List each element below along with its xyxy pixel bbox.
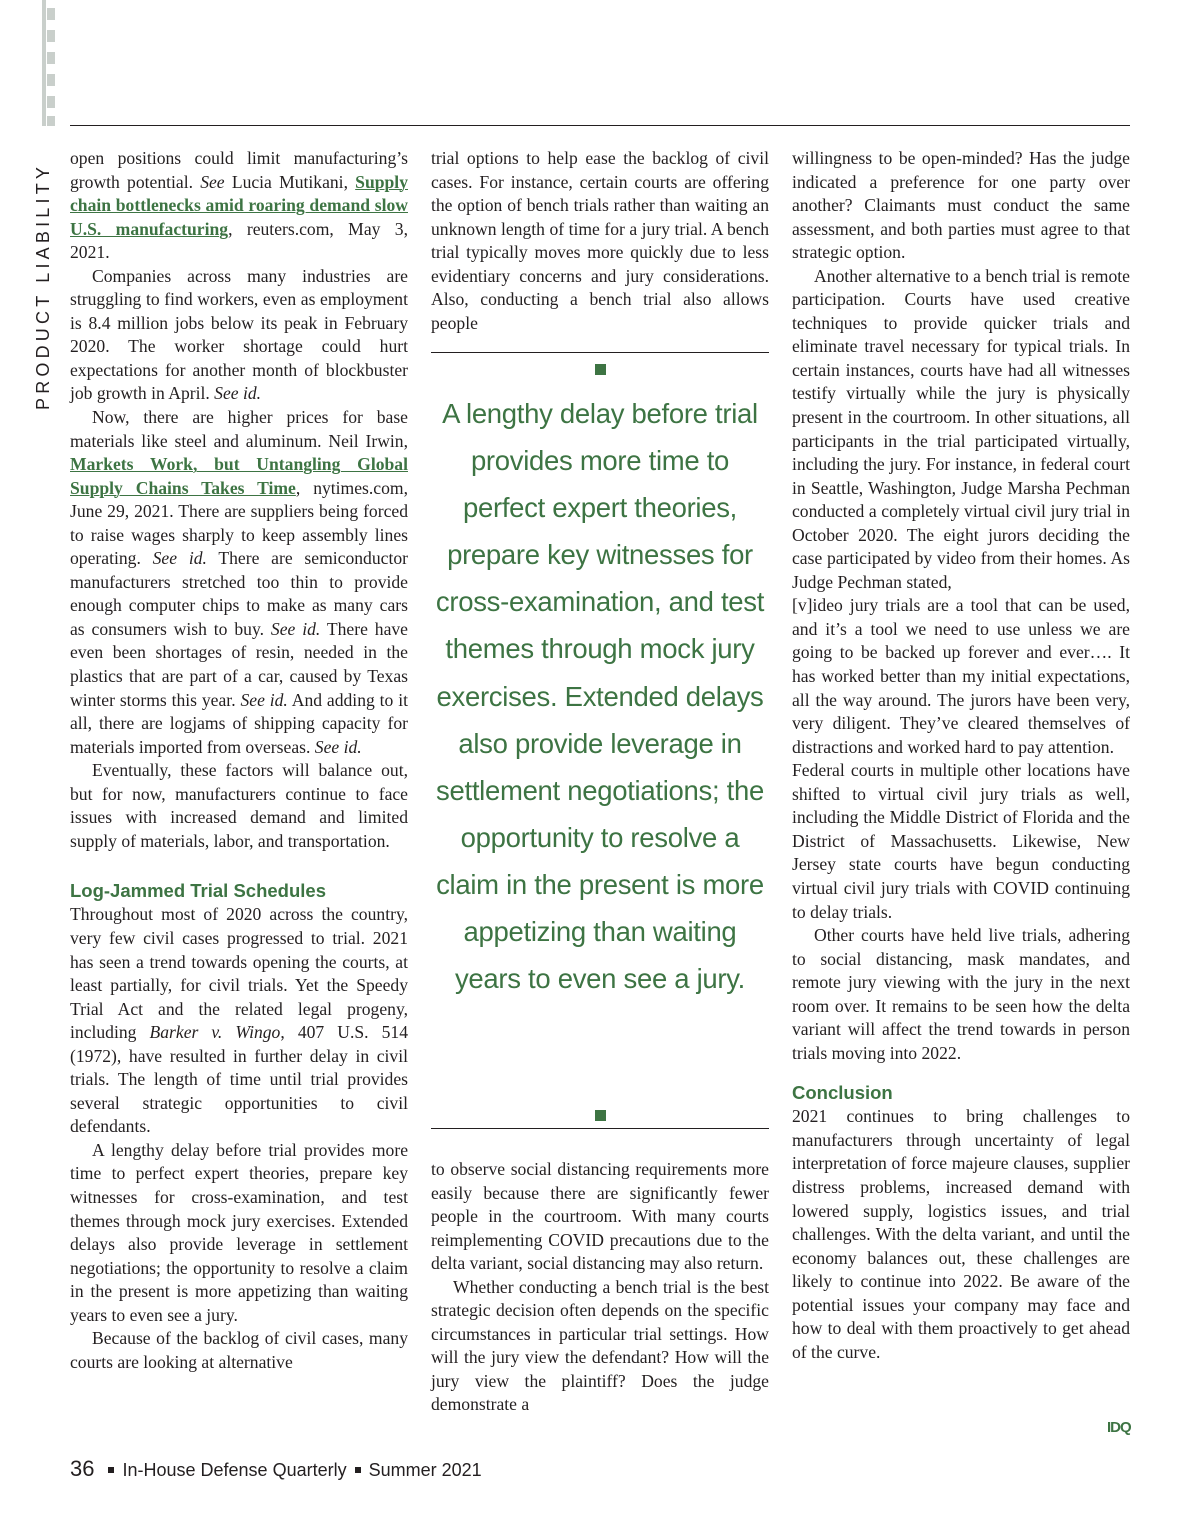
col3-paragraph-1: willingness to be open-minded? Has the judge indicated a preference for one party over another? Claimants must conduct the same assessment, and both parties must agree to that strategic option. — [792, 148, 1130, 263]
column-2-top — [431, 147, 769, 335]
column-1 — [70, 147, 408, 1374]
section-heading-trial-schedules: Log-Jammed Trial Schedules — [70, 880, 326, 902]
col1-paragraph-7: Because of the backlog of civil cases, many courts are looking at alternative — [70, 1328, 408, 1372]
end-mark-logo: IDQ — [1107, 1419, 1131, 1436]
top-rule — [70, 125, 1130, 126]
section-heading-conclusion: Conclusion — [792, 1082, 893, 1104]
page-footer — [70, 1454, 482, 1484]
pull-quote-bottom-rule — [431, 1128, 769, 1129]
pull-quote-top-rule — [431, 352, 769, 353]
col2-paragraph-3: Whether conducting a bench trial is the best strategic decision often depends on the specific circumstances in particular trial settings. How will the jury view the defendant? How will the jury view the plaintiff? Does the judge demonstrate a — [431, 1276, 769, 1415]
col3-paragraph-4: Other courts have held live trials, adhering to social distancing, mask mandates, and remote jury viewing with the jury in the next room over. It remains to be seen how the delta variant will affect the trend towards in person trials moving into 2022. — [792, 925, 1130, 1063]
column-2-bottom — [431, 1158, 769, 1417]
reuters-article-link[interactable]: Supply chain bottlenecks amid roaring demand slow U.S. manufacturing — [70, 171, 408, 239]
col1-paragraph-4: Eventually, these factors will balance out, but for now, manufacturers continue to face issues with increased demand and limited supply of materials, labor, and transportation. — [70, 760, 408, 851]
col1-paragraph-2: Companies across many industries are struggling to find workers, even as employment is 8.4 million jobs below its peak in February 2020. The worker shortage could hurt expectations for another month of blockbuster job growth in April. See id. — [70, 265, 408, 404]
pull-quote — [431, 352, 769, 1130]
col1-paragraph-1: open positions could limit manufacturing’s growth potential. See Lucia Mutikani, Supply chain bottlenecks amid roaring demand slow U.S. manufacturing, reuters.com, May 3, 2021. — [70, 148, 408, 263]
col3-paragraph-2: Another alternative to a bench trial is remote participation. Courts have used creative techniques to provide quicker trials and eliminate travel necessary for typical trials. In certain instances, courts have had all witnesses testify virtually while the jury is physically present in the courtroom. In other situations, all participants in the trial participated virtually, including the jury. For instance, in federal court in Seattle, Washington, Judge Marsha Pechman conducted a completely virtual civil jury trial in October 2020. The eight jurors deciding the case participated by video from their homes. As Judge Pechman stated, — [792, 265, 1130, 592]
publication-name: In-House Defense Quarterly — [122, 1460, 347, 1480]
pull-quote-square-icon — [595, 364, 606, 375]
nytimes-article-link[interactable]: Markets Work, but Untangling Global Supply Chains Takes Time — [70, 454, 408, 498]
bullet-separator — [108, 1467, 114, 1473]
block-quote: [v]ideo jury trials are a tool that can be used, and it’s a tool we need to use unless we are going to be backed up forever and ever…. It has worked better than my initial expectations, all the way around. The jurors have been very, very diligent. They’ve cleared themselves of distractions and worked hard to pay attention. — [792, 595, 1130, 757]
pull-quote-text: A lengthy delay before trial provides more time to perfect expert theories, prepare key witnesses for cross-examination, and test themes through mock jury exercises. Extended delays also provide leverage in settlement negotiations; the opportunity to resolve a claim in the present is more appetizing than waiting years to even see a jury. — [435, 398, 765, 995]
page-number: 36 — [70, 1456, 95, 1481]
col1-paragraph-5: Throughout most of 2020 across the country, very few civil cases progressed to trial. 2021 has seen a trend towards opening the courts, at least partially, for civil trials. Yet the Speedy Trial Act and the related legal progeny, including Barker v. Wingo, 407 U.S. 514 (1972), have resulted in further delay in civil trials. The length of time until trial provides several strategic opportunities to civil defendants. — [70, 904, 408, 1137]
col2-paragraph-2: to observe social distancing requirements more easily because there are significantly fewer people in the courtroom. With many courts reimplementing COVID precautions due to the delta variant, social distancing may also return. — [431, 1159, 769, 1274]
col1-paragraph-3: Now, there are higher prices for base materials like steel and aluminum. Neil Irwin, Markets Work, but Untangling Global Supply Chains Takes Time, nytimes.com, June 29, 2021. There are suppliers being forced to raise wages sharply to keep assembly lines operating. See id. There are semiconductor manufacturers stretched too thin to provide enough computer chips to make as many cars as consumers wish to buy. See id. There have even been shortages of resin, needed in the plastics that are part of a car, caused by Texas winter storms this year. See id. And adding to it all, there are logjams of shipping capacity for materials imported from overseas. See id. — [70, 407, 408, 757]
bullet-separator — [355, 1467, 361, 1473]
col3-paragraph-3: Federal courts in multiple other locations have shifted to virtual civil jury trials as well, including the Middle District of Florida and the District of Massachusetts. Likewise, New Jersey state courts have begun conducting virtual civil jury trials with COVID continuing to delay trials. — [792, 760, 1130, 922]
section-label: PRODUCT LIABILITY — [33, 162, 53, 410]
column-3 — [792, 147, 1130, 1364]
pull-quote-square-icon — [595, 1110, 606, 1121]
col1-paragraph-6: A lengthy delay before trial provides more time to perfect expert theories, prepare key witnesses for cross-examination, and test themes through mock jury exercises. Extended delays also provide leverage in settlement negotiations; the opportunity to resolve a claim in the present is more appetizing than waiting years to even see a jury. — [70, 1139, 408, 1325]
side-decoration-strip — [41, 0, 55, 126]
col3-paragraph-5: 2021 continues to bring challenges to manufacturers through uncertainty of legal interpretation of force majeure clauses, supplier distress problems, increased demand with lowered supply, logistics issues, and trial challenges. With the delta variant, and until the economy balances out, these challenges are likely to continue into 2022. Be aware of the potential issues your company may face and how to deal with them proactively to get ahead of the curve. — [792, 1106, 1130, 1362]
issue-name: Summer 2021 — [368, 1460, 482, 1480]
col2-paragraph-1: trial options to help ease the backlog of civil cases. For instance, certain courts are offering the option of bench trials rather than waiting an unknown length of time for a jury trial. A bench trial typically moves more quickly due to less evidentiary concerns and jury considerations. Also, conducting a bench trial also allows people — [431, 148, 769, 333]
